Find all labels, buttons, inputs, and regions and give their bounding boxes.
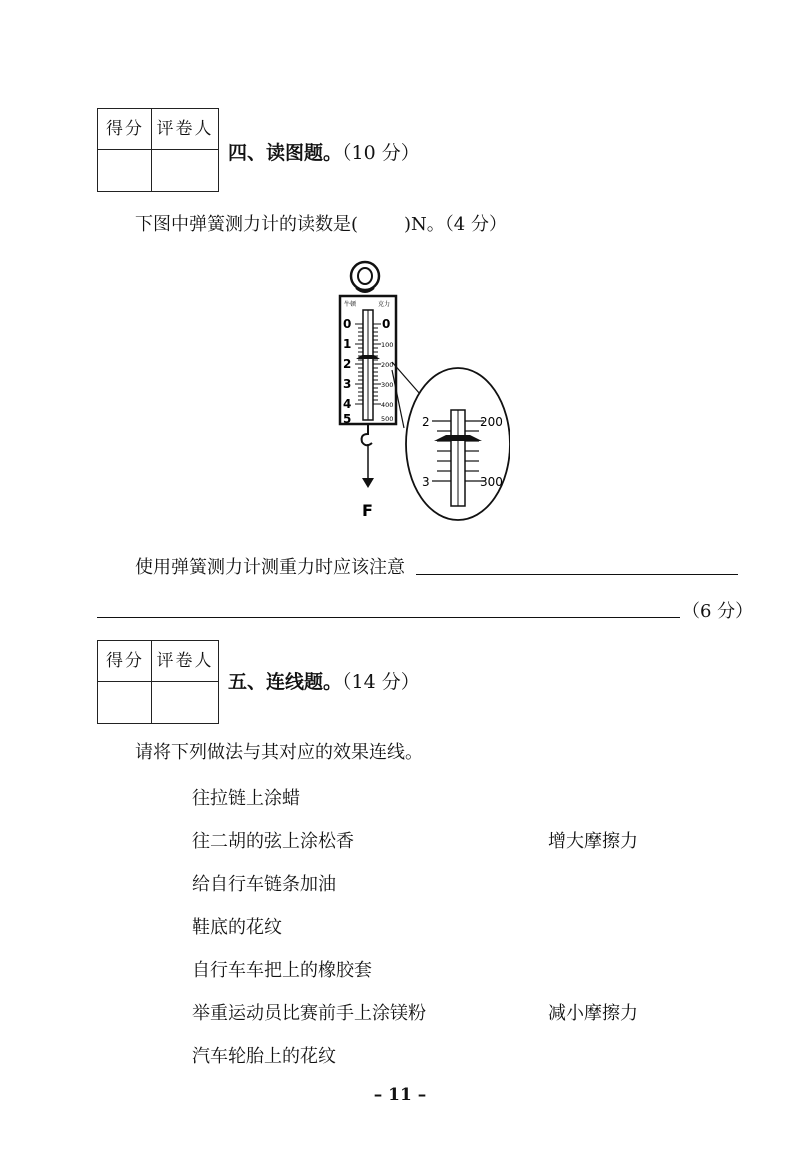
score-box-section5: [97, 640, 219, 724]
score-header: 得分: [106, 651, 144, 671]
zoom-label-3: 3: [422, 475, 430, 489]
right-scale-400: 400: [381, 401, 394, 409]
zoom-label-300: 300: [480, 475, 503, 489]
section5-title-text: 五、连线题。: [228, 671, 343, 693]
force-arrow-icon: [362, 478, 374, 488]
right-scale-500: 500: [381, 415, 394, 423]
section4-points: （10 分）: [342, 142, 420, 164]
score-box-section4: [97, 108, 219, 192]
section4-title: [228, 138, 420, 165]
section4-title-text: 四、读图题。: [228, 142, 343, 164]
scale-label-gram: 克力: [378, 301, 391, 308]
grader-header: 评卷人: [156, 651, 214, 671]
right-scale-300: 300: [381, 381, 394, 389]
left-item[interactable]: 汽车轮胎上的花纹: [192, 1046, 336, 1067]
left-scale-2: 2: [343, 357, 352, 371]
section5-title: [228, 667, 420, 694]
right-item-increase-friction[interactable]: 增大摩擦力: [548, 831, 638, 852]
question-reading-suffix: )N。（4 分）: [404, 214, 507, 235]
question-notes-points: （6 分）: [682, 601, 754, 622]
scale-label-newton: 牛顿: [344, 301, 357, 308]
zoom-label-2: 2: [422, 415, 430, 429]
left-item[interactable]: 往二胡的弦上涂松香: [192, 831, 354, 852]
section5-points: （14 分）: [342, 671, 420, 693]
left-scale-3: 3: [343, 377, 352, 391]
right-item-reduce-friction[interactable]: 减小摩擦力: [548, 1003, 638, 1024]
left-scale-4: 4: [343, 397, 352, 411]
left-item[interactable]: 给自行车链条加油: [192, 874, 336, 895]
answer-line-1[interactable]: [416, 574, 738, 575]
grader-header: 评卷人: [156, 119, 214, 139]
answer-line-2[interactable]: [97, 617, 680, 618]
right-scale-0: 0: [382, 317, 391, 331]
matching-instruction: 请将下列做法与其对应的效果连线。: [135, 742, 423, 763]
zoom-label-200: 200: [480, 415, 503, 429]
left-item[interactable]: 往拉链上涂蜡: [192, 788, 300, 809]
force-label: F: [362, 501, 373, 520]
right-scale-200: 200: [381, 361, 394, 369]
left-item[interactable]: 鞋底的花纹: [192, 917, 282, 938]
question-reading-prefix: 下图中弹簧测力计的读数是(: [135, 214, 359, 235]
question-notes: 使用弹簧测力计测重力时应该注意: [135, 557, 405, 578]
left-scale-1: 1: [343, 337, 352, 351]
left-scale-0: 0: [343, 317, 352, 331]
left-item[interactable]: 举重运动员比赛前手上涂镁粉: [192, 1003, 426, 1024]
spring-scale-figure: [320, 258, 510, 526]
left-item[interactable]: 自行车车把上的橡胶套: [192, 960, 372, 981]
left-scale-5: 5: [343, 412, 352, 426]
page-number: – 11 –: [373, 1085, 427, 1105]
question-reading: [135, 210, 507, 236]
right-scale-100: 100: [381, 341, 394, 349]
score-header: 得分: [106, 119, 144, 139]
